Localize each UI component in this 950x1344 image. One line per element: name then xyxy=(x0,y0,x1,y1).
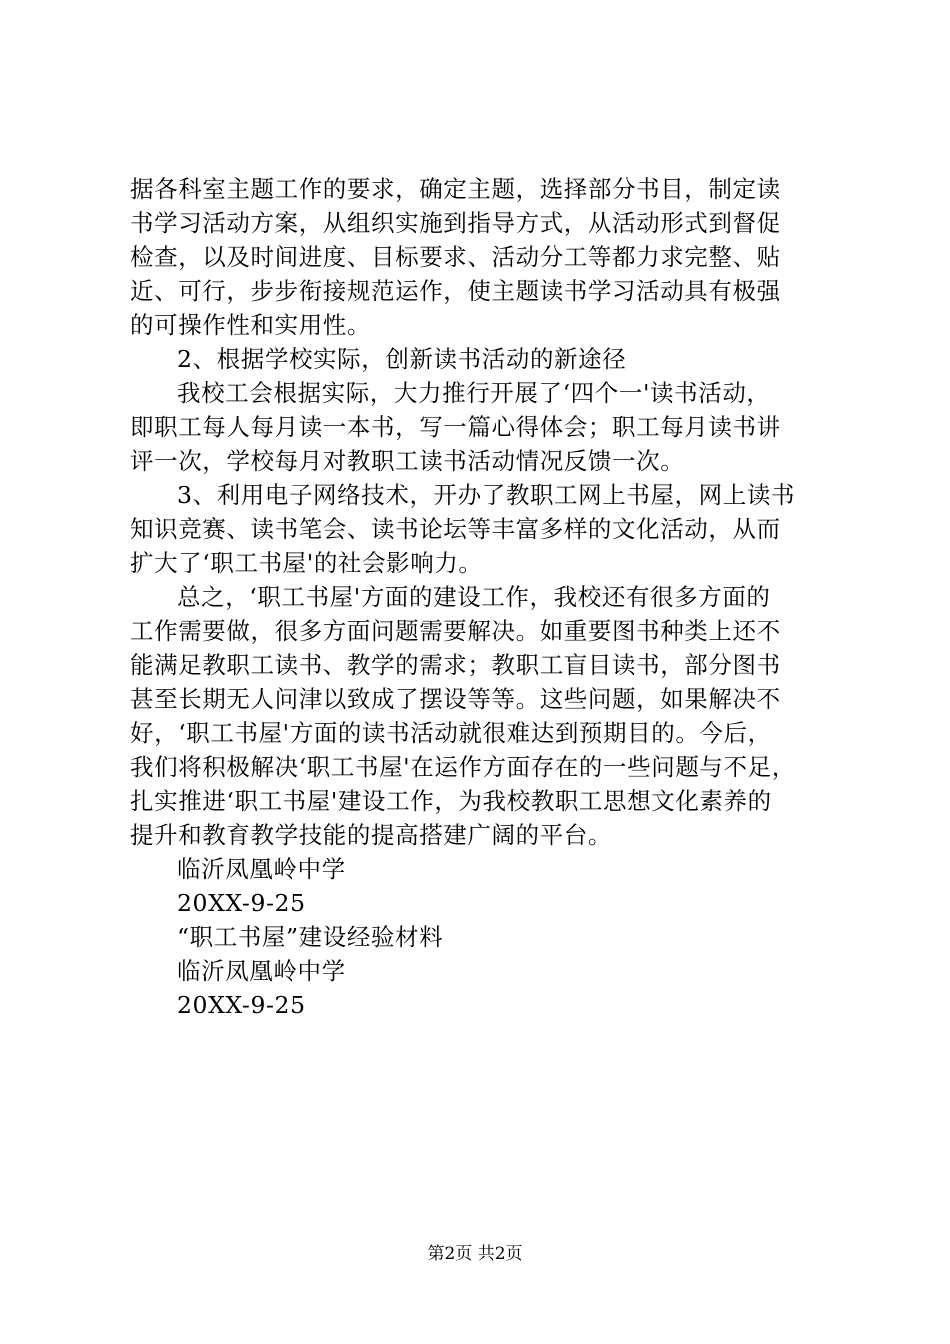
text-line: 书学习活动方案，从组织实施到指导方式，从活动形式到督促 xyxy=(130,209,781,237)
text-line: 我校工会根据实际，大力推行开展了‘四个一'读书活动， xyxy=(177,379,771,407)
text-line: 据各科室主题工作的要求，确定主题，选择部分书目，制定读 xyxy=(130,175,781,203)
text-line: 我们将积极解决‘职工书屋'在运作方面存在的一些问题与不足， xyxy=(130,753,796,781)
text-line: 临沂凤凰岭中学 xyxy=(177,957,346,985)
text-line: 评一次，学校每月对教职工读书活动情况反馈一次。 xyxy=(130,447,685,475)
text-line: 知识竞赛、读书笔会、读书论坛等丰富多样的文化活动，从而 xyxy=(130,515,781,543)
text-line: 检查，以及时间进度、目标要求、活动分工等都力求完整、贴 xyxy=(130,243,781,271)
text-line: 3、利用电子网络技术，开办了教职工网上书屋，网上读书 xyxy=(177,481,796,509)
text-line: 甚至长期无人问津以致成了摆设等等。这些问题，如果解决不 xyxy=(130,685,781,713)
text-line: 的可操作性和实用性。 xyxy=(130,311,371,339)
text-line: 提升和教育教学技能的提高搭建广阔的平台。 xyxy=(130,821,612,849)
text-line: 20XX-9-25 xyxy=(177,889,306,917)
text-line: 能满足教职工读书、教学的需求；教职工盲目读书，部分图书 xyxy=(130,651,781,679)
text-line: 工作需要做，很多方面问题需要解决。如重要图书种类上还不 xyxy=(130,617,781,645)
text-line: “职工书屋”建设经验材料 xyxy=(177,923,444,951)
text-line: 20XX-9-25 xyxy=(177,991,306,1019)
text-line: 2、根据学校实际，创新读书活动的新途径 xyxy=(177,345,627,373)
text-line: 扎实推进‘职工书屋'建设工作，为我校教职工思想文化素养的 xyxy=(130,787,772,815)
text-line: 即职工每人每月读一本书，写一篇心得体会；职工每月读书讲 xyxy=(130,413,781,441)
document-body xyxy=(130,172,830,1022)
page-footer: 第2页 共2页 xyxy=(427,1244,523,1264)
text-line: 近、可行，步步衔接规范运作，使主题读书学习活动具有极强 xyxy=(130,277,781,305)
text-line: 临沂凤凰岭中学 xyxy=(177,855,346,883)
text-line: 好，‘职工书屋'方面的读书活动就很难达到预期目的。今后， xyxy=(130,719,772,747)
text-line: 扩大了‘职工书屋'的社会影响力。 xyxy=(130,549,483,577)
text-line: 总之，‘职工书屋'方面的建设工作，我校还有很多方面的 xyxy=(177,583,771,611)
